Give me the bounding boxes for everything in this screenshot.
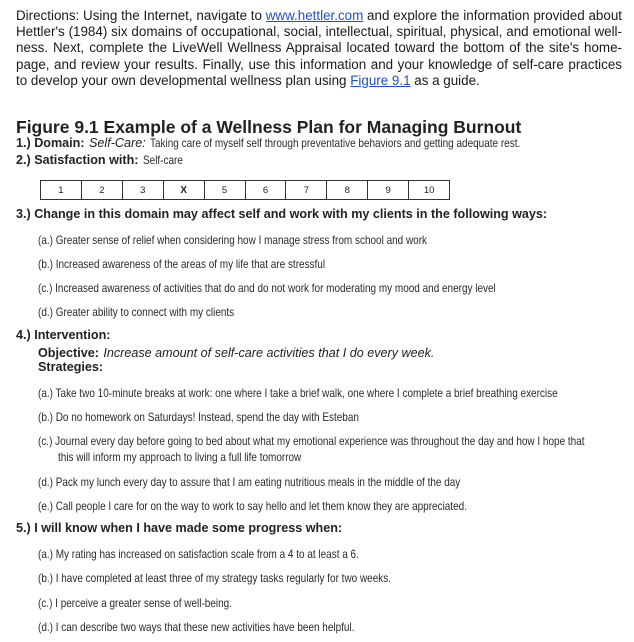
satisfaction-label: 2.) Satisfaction with: xyxy=(16,153,139,167)
change-item-d: (d.) Greater ability to connect with my clients xyxy=(38,306,235,319)
strategy-item-c: (c.) Journal every day before going to bed about what my emotional experience was throughout the day and how I hope that xyxy=(38,435,585,448)
strategy-item-c-cont: this will inform my approach to living a full life tomorrow xyxy=(58,451,302,464)
scale-cell-2: 2 xyxy=(82,181,123,199)
directions-text-3: as a guide. xyxy=(410,72,480,88)
scale-cell-9: 9 xyxy=(368,181,409,199)
hettler-link[interactable]: www.hettler.com xyxy=(265,8,364,23)
directions-paragraph xyxy=(16,8,622,89)
progress-item-c: (c.) I perceive a greater sense of well-being. xyxy=(38,597,232,610)
change-item-a: (a.) Greater sense of relief when considering how I manage stress from school and work xyxy=(38,234,428,247)
scale-cell-4-selected: X xyxy=(164,181,205,199)
scale-cell-7: 7 xyxy=(286,181,327,199)
strategy-item-a: (a.) Take two 10-minute breaks at work: one where I take a brief walk, one where I complete a brief breathing exercise xyxy=(38,387,558,400)
domain-line xyxy=(16,134,581,152)
domain-label: 1.) Domain: xyxy=(16,136,85,150)
domain-text: Taking care of myself self through preventative behaviors and getting adequate rest. xyxy=(150,137,521,150)
progress-item-b: (b.) I have completed at least three of my strategy tasks regularly for two weeks. xyxy=(38,572,392,585)
progress-item-a: (a.) My rating has increased on satisfaction scale from a 4 to at least a 6. xyxy=(38,548,359,561)
scale-cell-1: 1 xyxy=(41,181,82,199)
change-item-c: (c.) Increased awareness of activities that do and do not work for moderating my mood and energy level xyxy=(38,282,496,295)
directions-text-1: Directions: Using the Internet, navigate to xyxy=(16,8,266,23)
satisfaction-text: Self-care xyxy=(142,154,183,167)
progress-item-d: (d.) I can describe two ways that these new activities have been helpful. xyxy=(38,621,355,634)
strategy-item-d: (d.) Pack my lunch every day to assure that I am eating nutritious meals in the middle of the day xyxy=(38,476,461,489)
satisfaction-scale xyxy=(40,180,450,200)
objective-label: Objective: xyxy=(38,346,99,360)
figure-title: Figure 9.1 Example of a Wellness Plan for Managing Burnout xyxy=(16,117,522,137)
scale-cell-5: 5 xyxy=(205,181,246,199)
change-item-b: (b.) Increased awareness of the areas of my life that are stressful xyxy=(38,258,326,271)
strategy-item-e: (e.) Call people I care for on the way to work to say hello and let them know they are appreciated. xyxy=(38,500,467,513)
directions-text-2: and explore the information provided about Hettler's (1984) six domains of occupational, social, intellectual, spiritual, physical, and emotional well- ness. Next, complete the LiveWell Wellness Appraisal located toward the bottom of the site's home- page, and review your results. Finally, use this information and your knowledge of self-care practices to develop your own developmental wellness plan using xyxy=(16,8,622,88)
strategies-label: Strategies: xyxy=(38,360,104,374)
change-heading: 3.) Change in this domain may affect self and work with my clients in the following ways: xyxy=(16,207,548,221)
domain-name: Self-Care: xyxy=(89,136,146,150)
figure-link[interactable]: Figure 9.1 xyxy=(350,72,411,88)
scale-cell-3: 3 xyxy=(123,181,164,199)
scale-cell-8: 8 xyxy=(327,181,368,199)
objective-text: Increase amount of self-care activities that I do every week. xyxy=(103,346,435,360)
progress-heading: 5.) I will know when I have made some progress when: xyxy=(16,521,343,535)
satisfaction-line xyxy=(16,151,189,169)
scale-cell-10: 10 xyxy=(423,184,435,196)
scale-cell-6: 6 xyxy=(246,181,287,199)
strategy-item-b: (b.) Do no homework on Saturdays! Instead, spend the day with Esteban xyxy=(38,411,359,424)
intervention-heading: 4.) Intervention: xyxy=(16,328,111,342)
